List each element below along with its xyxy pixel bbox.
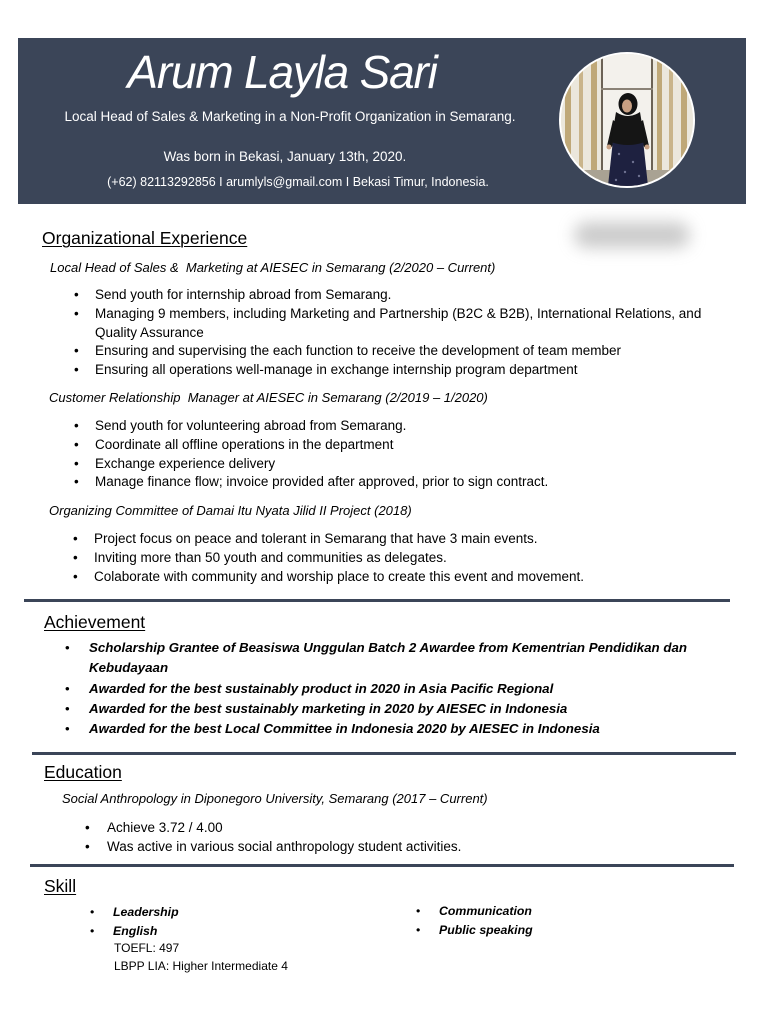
- profile-photo: [559, 52, 695, 188]
- dress-pattern: [632, 161, 634, 163]
- section-heading-skill: Skill: [44, 876, 77, 896]
- photo-window-frame: [657, 54, 662, 186]
- skill-list-right: [416, 902, 716, 940]
- list-item: • Ensuring all operations well-manage in exchange internship program department: [74, 361, 725, 380]
- list-item: • Achieve 3.72 / 4.00: [85, 818, 725, 837]
- person-hand: [645, 145, 650, 150]
- list-item: • Was active in various social anthropology student activities.: [85, 837, 725, 856]
- list-item: • Awarded for the best Local Committee in Indonesia 2020 by AIESEC in Indonesia: [65, 719, 728, 739]
- candidate-name: Arum Layla Sari: [127, 46, 437, 98]
- list-item: • Send youth for internship abroad from Semarang.: [74, 286, 725, 305]
- photo-window-frame: [591, 54, 597, 186]
- role-bullet-list: [74, 417, 725, 492]
- english-detail-line: LBPP LIA: Higher Intermediate 4: [114, 959, 288, 973]
- skill-item: • Public speaking: [416, 921, 716, 940]
- photo-window-frame: [579, 54, 583, 186]
- list-item: • Ensuring and supervising the each function to receive the development of team member: [74, 342, 725, 361]
- photo-door-frame: [601, 88, 653, 90]
- section-divider: [30, 864, 734, 867]
- skill-list-left: [90, 903, 390, 941]
- person-hijab-drape: [611, 112, 645, 145]
- list-item: • Colaborate with community and worship place to create this event and movement.: [73, 568, 725, 587]
- dress-pattern: [615, 179, 617, 181]
- section-divider: [24, 599, 730, 602]
- role-bullet-list: [74, 286, 725, 380]
- person-hand: [607, 145, 612, 150]
- achievement-list: [65, 638, 728, 739]
- photo-door-frame: [601, 54, 603, 174]
- skill-item: • English: [90, 922, 390, 941]
- photo-door-frame: [651, 54, 653, 174]
- section-heading-organizational: Organizational Experience: [42, 228, 248, 248]
- english-detail-line: TOEFL: 497: [114, 941, 180, 955]
- skill-item: • Leadership: [90, 903, 390, 922]
- dress-pattern: [624, 171, 626, 173]
- headline: Local Head of Sales & Marketing in a Non-Profit Organization in Semarang.: [64, 109, 516, 124]
- list-item: • Manage finance flow; invoice provided after approved, prior to sign contract.: [74, 473, 725, 492]
- degree-title: Social Anthropology in Diponegoro University, Semarang (2017 – Current): [62, 791, 488, 806]
- list-item: • Exchange experience delivery: [74, 455, 725, 474]
- role-title: Local Head of Sales & Marketing at AIESEC in Semarang (2/2020 – Current): [50, 260, 496, 275]
- profile-photo-image: [561, 54, 693, 186]
- dress-pattern: [638, 175, 640, 177]
- role-title: Customer Relationship Manager at AIESEC in Semarang (2/2019 – 1/2020): [49, 390, 488, 405]
- list-item: • Awarded for the best sustainably product in 2020 in Asia Pacific Regional: [65, 679, 728, 699]
- person-dress: [608, 140, 648, 186]
- skill-item: • Communication: [416, 902, 716, 921]
- header-banner: [18, 38, 746, 204]
- english-details: [114, 939, 288, 975]
- photo-window-frame: [669, 54, 673, 186]
- education-bullet-list: [85, 818, 725, 856]
- photo-window-frame: [681, 54, 687, 186]
- section-heading-education: Education: [44, 762, 122, 782]
- section-divider: [32, 752, 736, 755]
- person-face: [622, 100, 632, 113]
- list-item: • Inviting more than 50 youth and communities as delegates.: [73, 549, 725, 568]
- list-item: • Managing 9 members, including Marketing and Partnership (B2C & B2B), International Relations, and Quality Assurance: [74, 305, 725, 343]
- role-bullet-list: [73, 530, 725, 586]
- blurred-shadow: [574, 222, 690, 248]
- role-title: Organizing Committee of Damai Itu Nyata Jilid II Project (2018): [49, 503, 412, 518]
- section-heading-achievement: Achievement: [44, 612, 146, 632]
- dress-pattern: [618, 153, 620, 155]
- contact-info: (+62) 82113292856 I arumlyls@gmail.com I Bekasi Timur, Indonesia.: [107, 175, 489, 189]
- list-item: • Send youth for volunteering abroad from Semarang.: [74, 417, 725, 436]
- list-item: • Scholarship Grantee of Beasiswa Unggulan Batch 2 Awardee from Kementrian Pendidikan dan Kebudayaan: [65, 638, 728, 679]
- list-item: • Project focus on peace and tolerant in Semarang that have 3 main events.: [73, 530, 725, 549]
- list-item: • Coordinate all offline operations in the department: [74, 436, 725, 455]
- list-item: • Awarded for the best sustainably marketing in 2020 by AIESEC in Indonesia: [65, 699, 728, 719]
- birth-info: Was born in Bekasi, January 13th, 2020.: [163, 149, 407, 164]
- photo-window-frame: [565, 54, 571, 186]
